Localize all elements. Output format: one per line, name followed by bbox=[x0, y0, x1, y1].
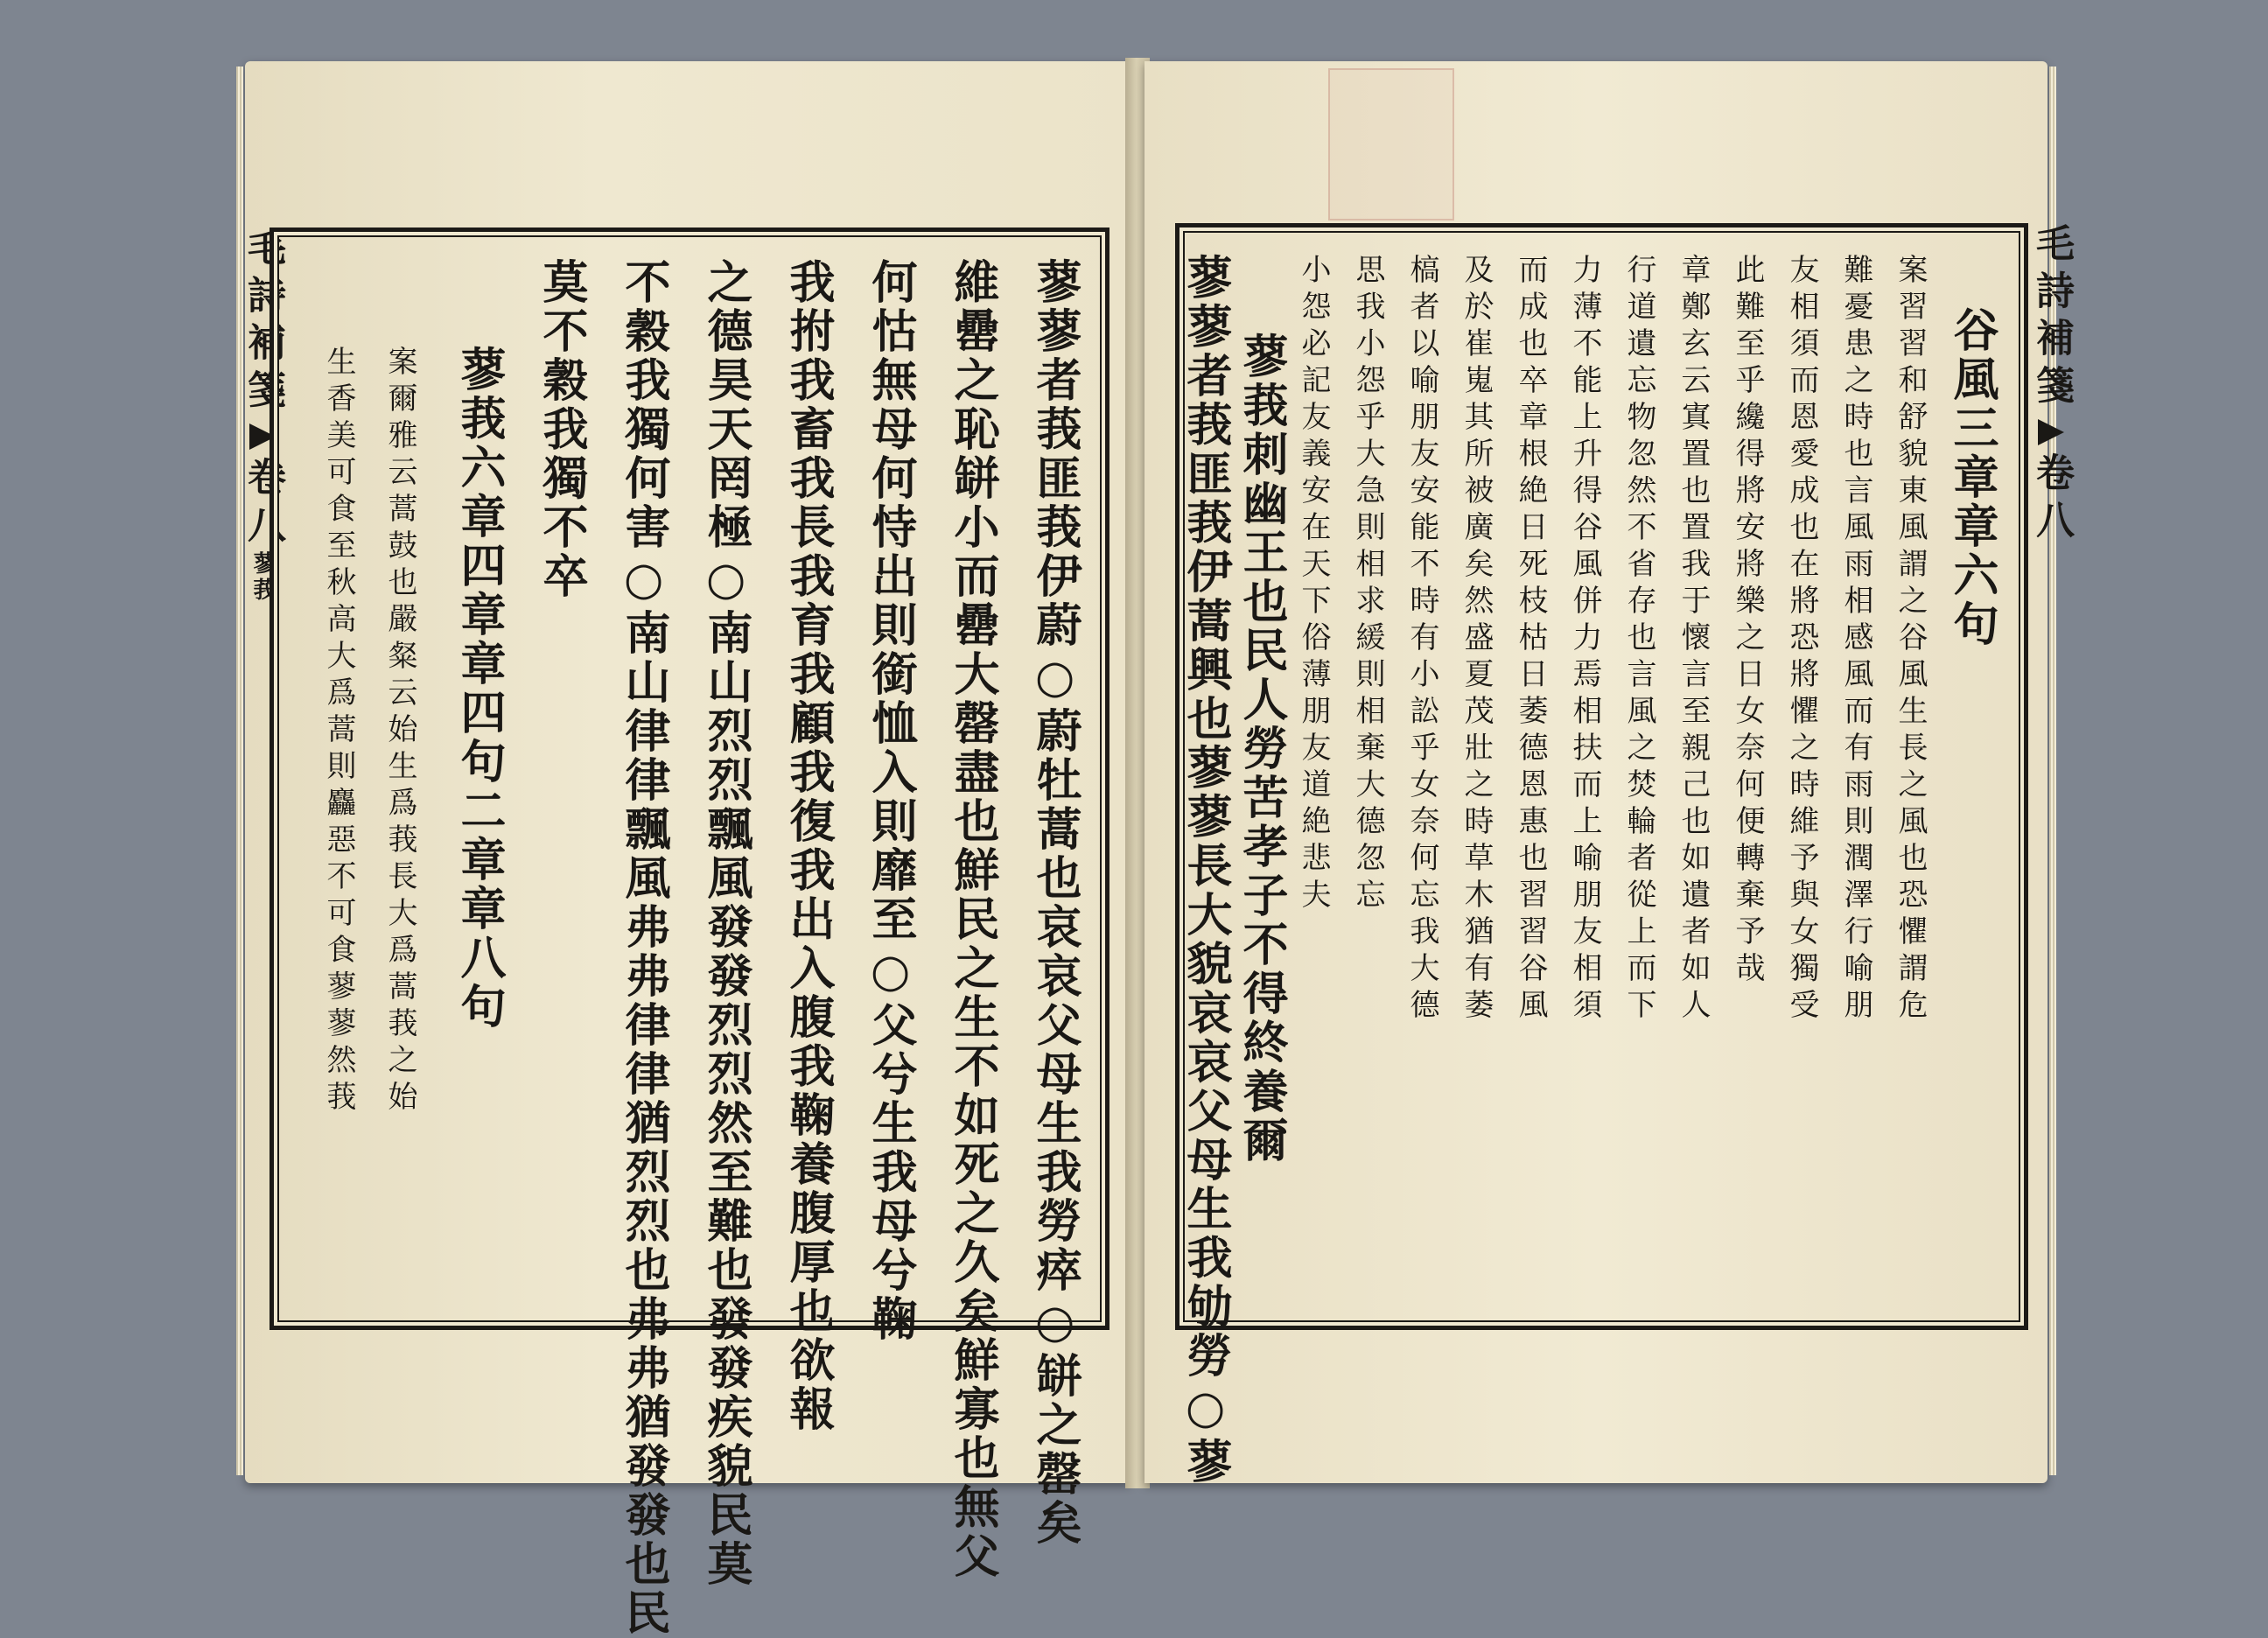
right-column-11: 槁者以喻朋友安能不時有小訟乎女奈何忘我大德 bbox=[1404, 254, 1439, 1026]
left-column-6: 不穀我獨何害○南山律律飄風弗弗律律猶烈烈也弗弗猶發發也民 bbox=[617, 258, 670, 1638]
right-column-10: 及於崔嵬其所被廣矣然盛夏茂壯之時草木猶有萎 bbox=[1459, 254, 1494, 1026]
left-text-frame bbox=[270, 228, 1110, 1638]
right-column-5: 此難至乎纔得將安將樂之日女奈何便轉棄予哉 bbox=[1730, 254, 1765, 989]
right-banner-title: 毛詩補箋 bbox=[2029, 223, 2074, 412]
right-column-3: 難憂患之時也言風雨相感風而有雨則潤澤行喻朋 bbox=[1838, 254, 1873, 1026]
left-column-4: 我拊我畜我長我育我顧我復我出入腹我鞠養腹厚也欲報 bbox=[781, 258, 835, 1434]
open-book bbox=[241, 61, 2074, 1638]
right-column-8: 力薄不能上升得谷風併力焉相扶而上喻朋友相須 bbox=[1567, 254, 1602, 1026]
right-column-12: 思我小怨乎大急則相求緩則相棄大德忽忘 bbox=[1350, 254, 1385, 915]
right-page bbox=[1144, 61, 2074, 1487]
left-column-2: 維罍之恥缾小而罍大罄盡也鮮民之生不如死之久矣鮮寡也無父 bbox=[946, 258, 999, 1581]
right-column-13: 小怨必記友義安在天下俗薄朋友道絶悲夫 bbox=[1296, 254, 1331, 915]
right-column-15: 蓼蓼者莪匪莪伊蒿興也蓼蓼長大貌哀哀父母生我劬勞○蓼 bbox=[1179, 254, 1232, 1487]
left-column-7: 莫不穀我獨不卒 bbox=[535, 258, 588, 601]
left-banner-title: 毛詩補箋 bbox=[241, 228, 285, 416]
left-column-9: 案爾雅云蒿鼓也嚴粲云始生爲莪長大爲蒿莪之始 bbox=[382, 346, 417, 1117]
left-column-1: 蓼蓼者莪匪莪伊蔚○蔚牡蒿也哀哀父母生我勞瘁○缾之罄矣 bbox=[1028, 258, 1082, 1548]
right-column-2: 案習習和舒貌東風謂之谷風生長之風也恐懼謂危 bbox=[1893, 254, 1928, 1026]
right-column-7: 行道遺忘物忽然不省存也言風之焚輪者從上而下 bbox=[1621, 254, 1656, 1026]
right-banner-volume: 卷八 bbox=[2029, 452, 2074, 547]
right-column-6: 章鄭玄云寘置也置我于懷言至親己也如遺者如人 bbox=[1676, 254, 1711, 1026]
right-column-9: 而成也卒章根絶日死枝枯日萎德恩惠也習習谷風 bbox=[1513, 254, 1548, 1026]
fish-tail-mark-icon bbox=[2038, 419, 2064, 445]
left-column-5: 之德昊天罔極○南山烈烈飄風發發烈烈然至難也發發疾貌民莫 bbox=[699, 258, 752, 1589]
left-column-8: 蓼莪六章四章章四句二章章八句 bbox=[452, 346, 506, 1032]
left-column-3: 何怙無母何恃出則銜恤入則靡至○父兮生我母兮鞠 bbox=[864, 258, 917, 1344]
left-page bbox=[241, 61, 1130, 1638]
left-banner-volume: 卷八 bbox=[241, 457, 285, 551]
right-column-14: 蓼莪刺幽王也民人勞苦孝子不得終養爾 bbox=[1235, 332, 1288, 1166]
right-column-4: 友相須而恩愛成也在將恐將懼之時維予與女獨受 bbox=[1784, 254, 1819, 1026]
right-column-1: 谷風三章章六句 bbox=[1945, 306, 1998, 649]
left-banner-sub: 蓼莪 bbox=[249, 551, 276, 604]
faded-seal-stamp bbox=[1328, 68, 1454, 220]
right-text-frame bbox=[1175, 223, 2028, 1487]
left-column-10: 生香美可食至秋高大爲蒿則麤惡不可食蓼蓼然莪 bbox=[321, 346, 356, 1117]
